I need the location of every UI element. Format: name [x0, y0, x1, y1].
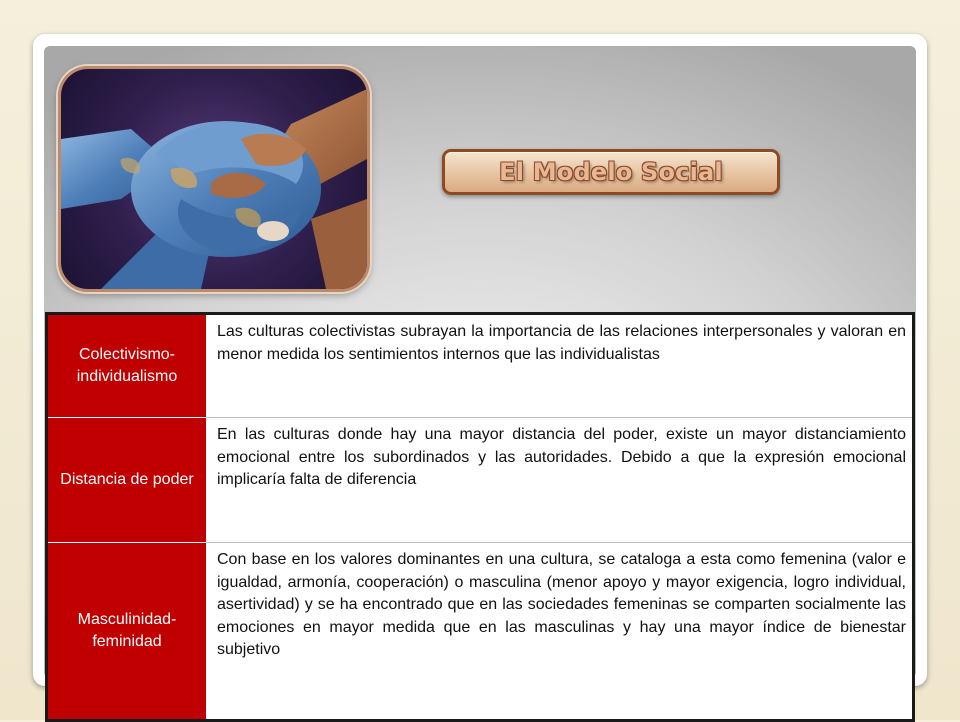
- description-text: En las culturas donde hay una mayor distancia del poder, existe un mayor distanciamiento emocional entre los subordinados y las autoridades. Debido a que la expresión emocional implicaría falta de diferencia: [217, 426, 906, 488]
- table-term-cell: [47, 418, 207, 543]
- description-text: Con base en los valores dominantes en una cultura, se cataloga a esta como femenina (valor e igualdad, armonía, cooperación) o masculina (menor apoyo y mayor exigencia, logro individual, asertividad) y se ha encontrado que en las sociedades femeninas se comparten socialmente las emociones en mayor medida que en las masculinas y hay una mayor índice de bienestar subjetivo: [217, 551, 906, 658]
- title-box: [442, 149, 780, 195]
- hands-globe-image: [58, 66, 370, 292]
- term-label: Masculinidad-feminidad: [77, 611, 177, 650]
- term-label: Distancia de poder: [60, 471, 194, 488]
- description-text: Las culturas colectivistas subrayan la importancia de las relaciones interpersonales y valoran en menor medida los sentimientos internos que las individualistas: [217, 323, 906, 363]
- table-term-cell: [47, 543, 207, 721]
- table-description-cell: [206, 314, 914, 418]
- table-row: [47, 543, 914, 721]
- table-term-cell: [47, 314, 207, 418]
- hands-globe-illustration: [61, 69, 367, 289]
- table-description-cell: [206, 418, 914, 543]
- emotion-culture-table: [45, 312, 915, 722]
- page-title: El Modelo Social: [499, 158, 723, 186]
- term-label: Colectivismo-individualismo: [76, 346, 178, 385]
- table-row: [47, 418, 914, 543]
- table-row: [47, 314, 914, 418]
- table-description-cell: [206, 543, 914, 721]
